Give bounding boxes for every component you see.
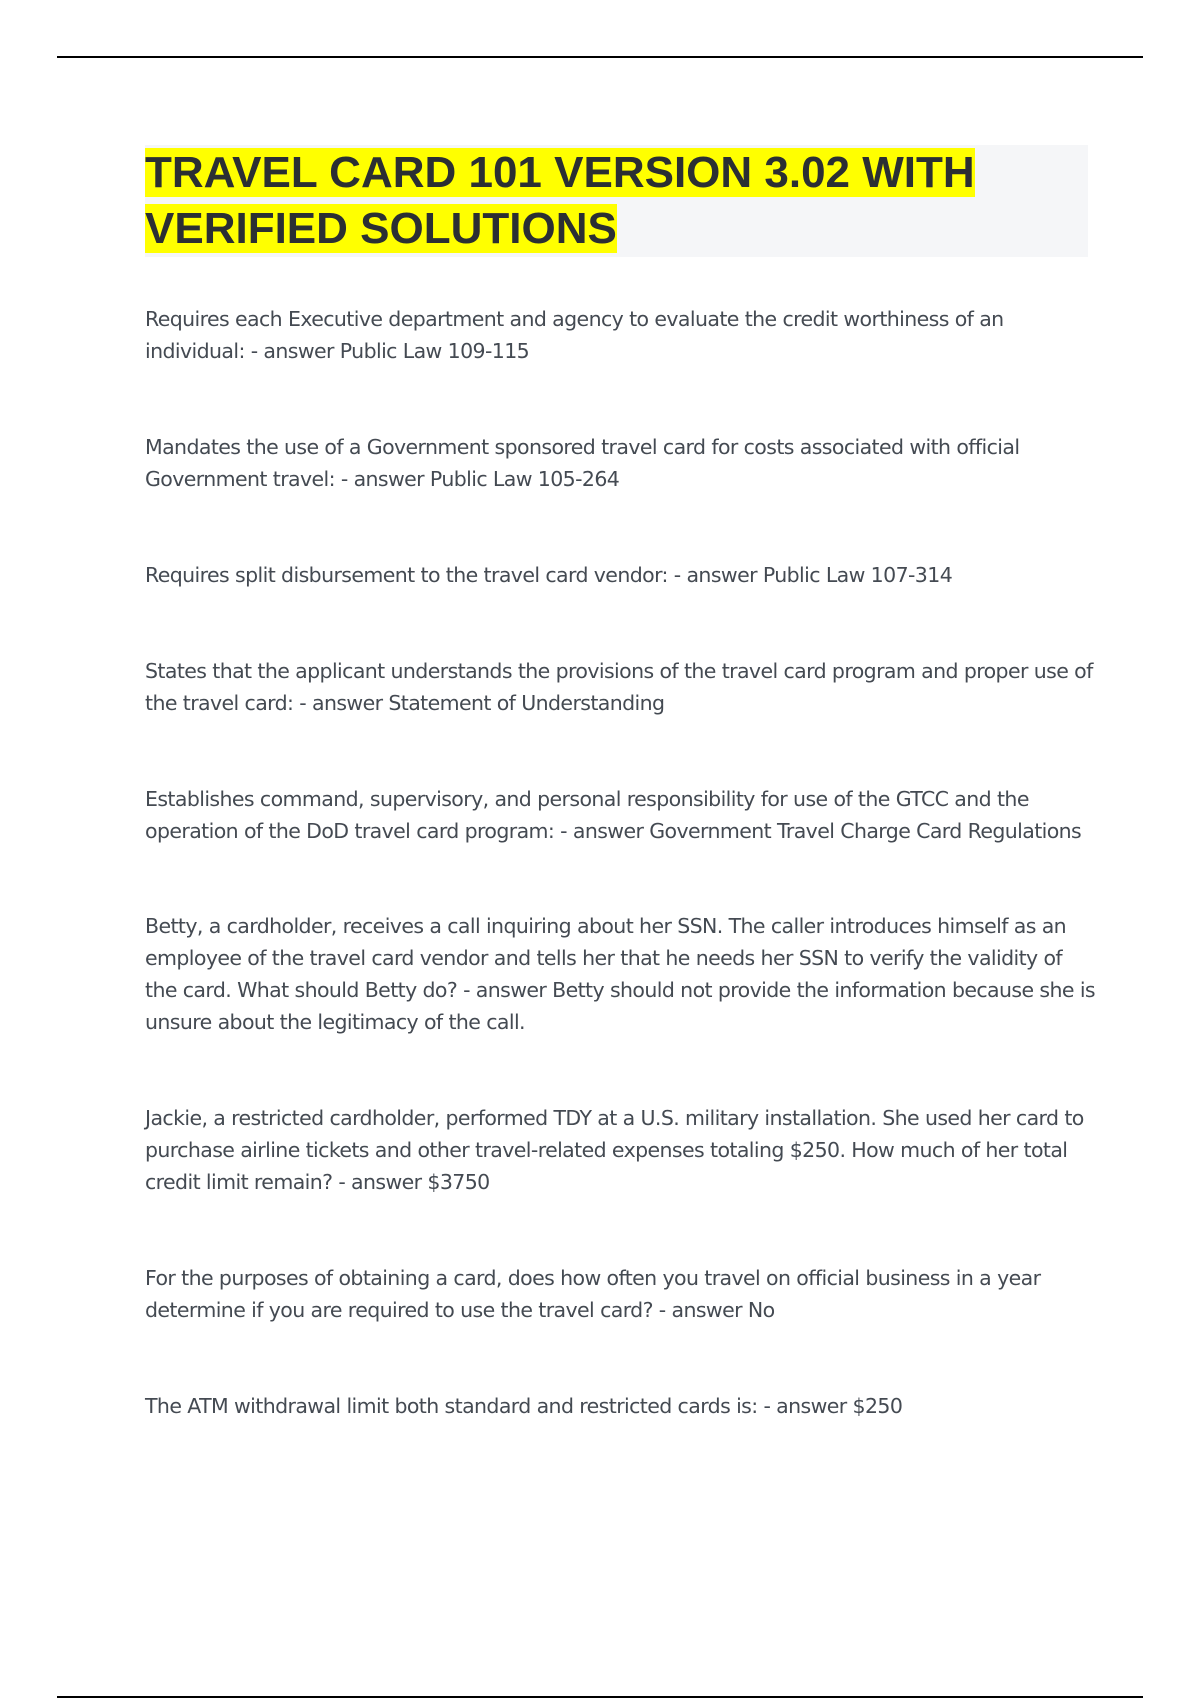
qa-item-4: States that the applicant understands the provisions of the travel card program and proper use of the travel card: - answer Statement of Understanding bbox=[145, 659, 1093, 715]
title-line-2: VERIFIED SOLUTIONS bbox=[145, 204, 617, 253]
qa-item-5: Establishes command, supervisory, and personal responsibility for use of the GTCC and the operation of the DoD travel card program: - answer Government Travel Charge Card Regulations bbox=[145, 787, 1082, 843]
qa-item-7: Jackie, a restricted cardholder, performed TDY at a U.S. military installation. She used her card to purchase airline tickets and other travel-related expenses totaling $250. How much of her total credit limit remain? - answer $3750 bbox=[145, 1106, 1084, 1194]
top-rule bbox=[57, 56, 1143, 58]
qa-item-2: Mandates the use of a Government sponsored travel card for costs associated with official Government travel: - answer Public Law 105-264 bbox=[145, 435, 1020, 491]
bottom-rule bbox=[57, 1696, 1143, 1698]
title-block bbox=[145, 145, 1088, 257]
title-line-1: TRAVEL CARD 101 VERSION 3.02 WITH bbox=[145, 148, 975, 197]
qa-item-8: For the purposes of obtaining a card, does how often you travel on official business in a year determine if you are required to use the travel card? - answer No bbox=[145, 1266, 1041, 1322]
document-title bbox=[145, 145, 1088, 257]
qa-item-1: Requires each Executive department and agency to evaluate the credit worthiness of an individual: - answer Public Law 109-115 bbox=[145, 307, 1004, 363]
qa-item-6: Betty, a cardholder, receives a call inquiring about her SSN. The caller introduces himself as an employee of the travel card vendor and tells her that he needs her SSN to verify the validity of the card. What should Betty do? - answer Betty should not provide the information because she is unsure about the legitimacy of the call. bbox=[145, 914, 1095, 1034]
qa-item-9: The ATM withdrawal limit both standard and restricted cards is: - answer $250 bbox=[145, 1394, 903, 1418]
qa-item-3: Requires split disbursement to the travel card vendor: - answer Public Law 107-314 bbox=[145, 563, 953, 587]
